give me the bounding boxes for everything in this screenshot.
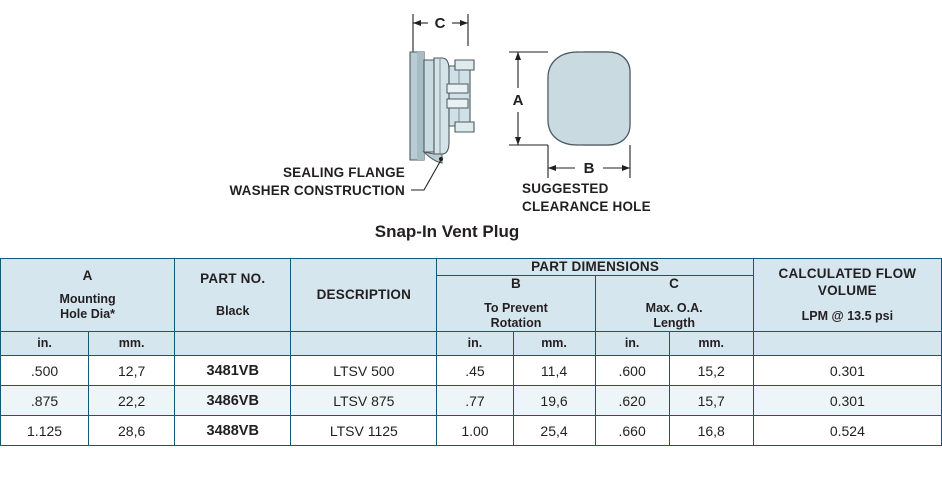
header-unit-b-in: in. xyxy=(437,332,513,356)
arrow-b-left xyxy=(548,165,556,171)
cell-b-in: .45 xyxy=(437,356,513,386)
header-unit-c-in: in. xyxy=(595,332,669,356)
callout-sealing-flange-line1: SEALING FLANGE xyxy=(282,165,405,180)
cell-part-no[interactable]: 3488VB xyxy=(175,416,291,446)
callout-leader-line xyxy=(411,160,441,190)
cell-c-in: .660 xyxy=(595,416,669,446)
header-description xyxy=(291,259,437,332)
cell-b-mm: 11,4 xyxy=(513,356,595,386)
header-b-letter: B xyxy=(511,276,521,292)
header-part-no xyxy=(175,259,291,332)
header-row-units xyxy=(1,332,942,356)
header-unit-c-mm: mm. xyxy=(669,332,753,356)
cell-a-mm: 28,6 xyxy=(89,416,175,446)
header-unit-b-mm: mm. xyxy=(513,332,595,356)
cell-c-mm: 16,8 xyxy=(669,416,753,446)
cell-c-in: .620 xyxy=(595,386,669,416)
cell-b-mm: 19,6 xyxy=(513,386,595,416)
header-part-dimensions xyxy=(437,259,753,276)
callout-dot xyxy=(439,157,443,161)
header-a-group xyxy=(1,259,175,332)
header-flow-line1: CALCULATED FLOW xyxy=(778,266,917,282)
header-flow-sub: LPM @ 13.5 psi xyxy=(801,309,894,324)
cell-c-mm: 15,7 xyxy=(669,386,753,416)
dimension-c-label: C xyxy=(434,15,446,32)
cell-c-mm: 15,2 xyxy=(669,356,753,386)
header-c-sub1: Max. O.A. xyxy=(645,300,703,315)
figure-title xyxy=(0,222,942,242)
header-row-main xyxy=(1,259,942,276)
header-a-sub2: Hole Dia* xyxy=(60,307,116,322)
arrow-a-top xyxy=(515,52,521,60)
header-description-title: DESCRIPTION xyxy=(316,286,412,302)
header-unit-blank-partno xyxy=(175,332,291,356)
header-b-group xyxy=(437,276,595,332)
cell-a-in: .875 xyxy=(1,386,89,416)
cell-a-mm: 22,2 xyxy=(89,386,175,416)
header-c-group xyxy=(595,276,753,332)
header-b-sub2: Rotation xyxy=(490,316,542,331)
cell-c-in: .600 xyxy=(595,356,669,386)
dimension-b-label: B xyxy=(583,160,595,177)
header-part-dimensions-title: PART DIMENSIONS xyxy=(531,259,660,274)
figure-title-text: Snap-In Vent Plug xyxy=(374,222,520,241)
header-unit-a-in: in. xyxy=(1,332,89,356)
header-flow xyxy=(753,259,941,332)
header-part-no-title: PART NO. xyxy=(200,271,266,287)
cell-flow: 0.301 xyxy=(753,356,941,386)
cell-part-no[interactable]: 3481VB xyxy=(175,356,291,386)
callout-clearance-line1: SUGGESTED xyxy=(522,181,609,196)
header-flow-line2: VOLUME xyxy=(817,282,877,298)
plug-side-view xyxy=(410,52,474,163)
header-unit-blank-flow xyxy=(753,332,941,356)
cell-flow: 0.301 xyxy=(753,386,941,416)
arrow-c-right xyxy=(460,20,468,26)
cell-description: LTSV 500 xyxy=(291,356,437,386)
header-a-sub1: Mounting xyxy=(59,292,116,307)
table-row[interactable] xyxy=(1,416,942,446)
header-part-no-sub: Black xyxy=(216,303,250,318)
cell-description: LTSV 875 xyxy=(291,386,437,416)
header-c-letter: C xyxy=(669,276,680,292)
header-a-letter: A xyxy=(82,267,93,283)
table-row[interactable] xyxy=(1,356,942,386)
callout-clearance-line2: CLEARANCE HOLE xyxy=(522,199,651,214)
header-unit-blank-description xyxy=(291,332,437,356)
cell-a-mm: 12,7 xyxy=(89,356,175,386)
cell-b-mm: 25,4 xyxy=(513,416,595,446)
cell-part-no[interactable]: 3486VB xyxy=(175,386,291,416)
callout-sealing-flange-line2: WASHER CONSTRUCTION xyxy=(229,183,405,198)
cell-flow: 0.524 xyxy=(753,416,941,446)
header-b-sub1: To Prevent xyxy=(484,300,548,315)
cell-description: LTSV 1125 xyxy=(291,416,437,446)
table-row[interactable] xyxy=(1,386,942,416)
arrow-c-left xyxy=(413,20,421,26)
table-body xyxy=(1,356,942,446)
arrow-b-right xyxy=(622,165,630,171)
arrow-a-bottom xyxy=(515,137,521,145)
header-unit-a-mm: mm. xyxy=(89,332,175,356)
cell-b-in: .77 xyxy=(437,386,513,416)
cell-b-in: 1.00 xyxy=(437,416,513,446)
dimension-a-label: A xyxy=(512,92,524,109)
cell-a-in: 1.125 xyxy=(1,416,89,446)
table-header xyxy=(1,259,942,356)
specifications-table xyxy=(0,258,942,446)
header-c-sub2: Length xyxy=(653,316,695,331)
cell-a-in: .500 xyxy=(1,356,89,386)
clearance-hole-shape xyxy=(548,52,630,145)
